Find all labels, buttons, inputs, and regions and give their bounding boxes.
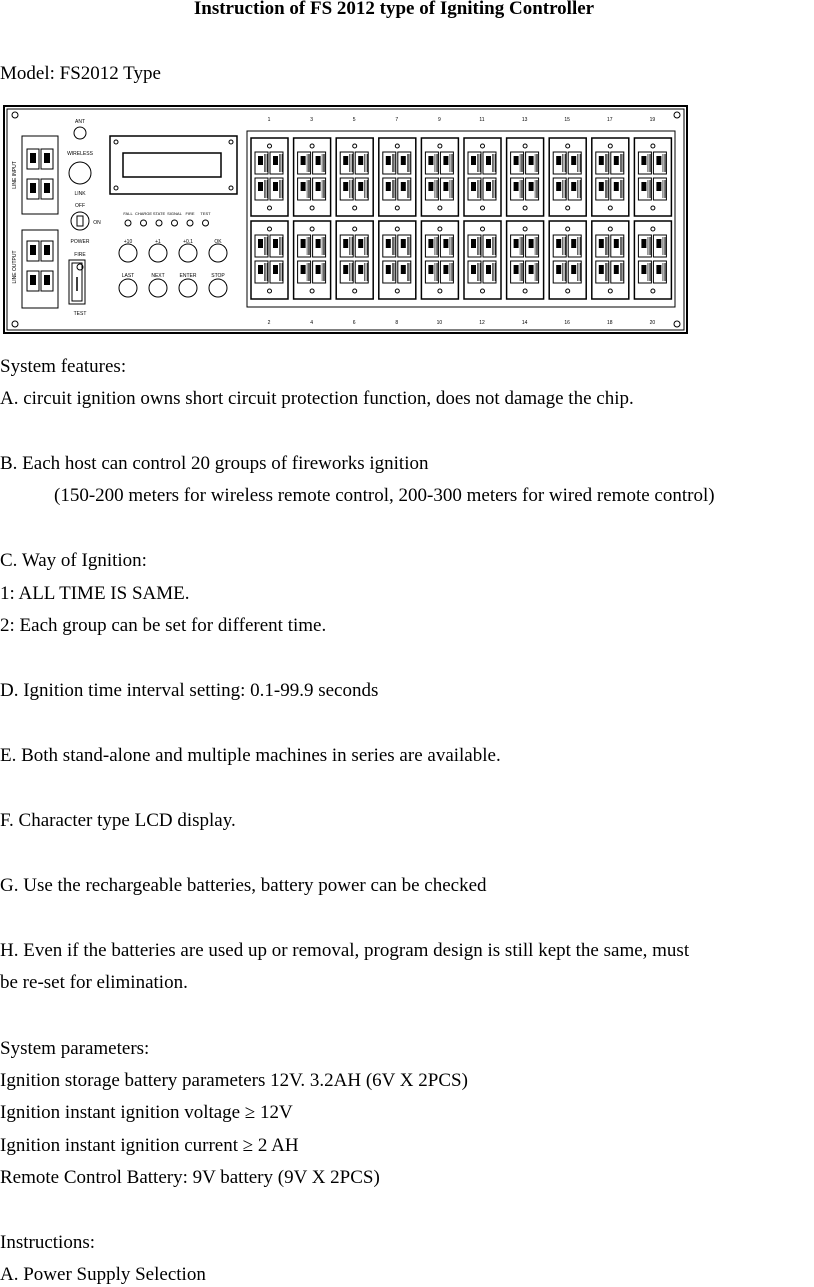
parameter-voltage: Ignition instant ignition voltage ≥ 12V xyxy=(0,1102,293,1123)
feature-b-detail: (150-200 meters for wireless remote control, 200-300 meters for wired remote control) xyxy=(54,485,715,506)
channel-number-label: 18 xyxy=(607,320,613,326)
feature-c: C. Way of Ignition: xyxy=(0,550,147,571)
on-label: ON xyxy=(93,220,101,226)
feature-h: H. Even if the batteries are used up or removal, program design is still kept the same, must xyxy=(0,940,690,961)
channel-number-label: 14 xyxy=(521,320,528,326)
keypad-key-label: +1 xyxy=(155,239,161,245)
feature-a: A. circuit ignition owns short circuit protection function, does not damage the chip. xyxy=(0,388,634,409)
channel-number-label: 5 xyxy=(352,117,356,123)
instructions-heading: Instructions: xyxy=(0,1232,95,1253)
keypad-key-label: STOP xyxy=(211,273,225,279)
instruction-a: A. Power Supply Selection xyxy=(0,1264,206,1285)
keypad-key-label: NEXT xyxy=(151,273,165,279)
feature-b: B. Each host can control 20 groups of fireworks ignition xyxy=(0,453,429,474)
channel-number-label: 3 xyxy=(310,117,313,123)
feature-c2: 2: Each group can be set for different time. xyxy=(0,615,327,636)
channel-number-label: 2 xyxy=(267,320,271,326)
keypad-key-label: +0.1 xyxy=(183,239,193,245)
off-label: OFF xyxy=(75,203,85,209)
channel-number-label: 6 xyxy=(352,320,356,326)
channel-number-label: 1 xyxy=(267,117,271,123)
line-output-label: LINE OUTPUT xyxy=(12,250,18,284)
wireless-label: WIRELESS xyxy=(67,151,93,157)
indicator-label: STATE xyxy=(152,211,166,216)
channel-number-label: 10 xyxy=(436,320,443,326)
channel-number-label: 20 xyxy=(649,320,656,326)
channel-number-label: 15 xyxy=(564,117,570,123)
channel-number-label: 16 xyxy=(564,320,570,326)
indicator-label: FALL xyxy=(123,211,133,216)
channel-number-label: 8 xyxy=(395,320,399,326)
channel-number-label: 4 xyxy=(310,320,313,326)
link-label: LINK xyxy=(74,191,86,197)
feature-g: G. Use the rechargeable batteries, battery power can be checked xyxy=(0,875,487,896)
keypad-key-label: ENTER xyxy=(179,273,197,279)
indicator-label: TEST xyxy=(200,211,211,216)
indicator-label: FIRE xyxy=(185,211,195,216)
channel-number-label: 9 xyxy=(438,117,441,123)
feature-c1: 1: ALL TIME IS SAME. xyxy=(0,583,190,604)
feature-f: F. Character type LCD display. xyxy=(0,810,236,831)
feature-h-cont: be re-set for elimination. xyxy=(0,972,188,993)
indicator-label: CHARGE xyxy=(134,211,153,216)
line-input-label: LINE INPUT xyxy=(12,161,18,189)
parameter-battery: Ignition storage battery parameters 12V. 3.2AH (6V X 2PCS) xyxy=(0,1070,468,1091)
test-label: TEST xyxy=(73,311,87,317)
channel-number-label: 11 xyxy=(479,117,485,123)
channel-number-label: 7 xyxy=(395,117,399,123)
document-title: Instruction of FS 2012 type of Igniting Controller xyxy=(193,0,595,19)
feature-d: D. Ignition time interval setting: 0.1-99.9 seconds xyxy=(0,680,379,701)
parameters-heading: System parameters: xyxy=(0,1038,150,1059)
channel-number-label: 12 xyxy=(479,320,485,326)
controller-panel-diagram xyxy=(3,105,689,335)
model-line: Model: FS2012 Type xyxy=(0,63,161,84)
features-heading: System features: xyxy=(0,356,127,377)
channel-number-label: 19 xyxy=(649,117,656,123)
indicator-label: SIGNAL xyxy=(167,211,182,216)
channel-number-label: 13 xyxy=(521,117,528,123)
keypad-key-label: LAST xyxy=(121,273,135,279)
fire-label: FIRE xyxy=(74,252,86,258)
parameter-remote: Remote Control Battery: 9V battery (9V X 2PCS) xyxy=(0,1167,380,1188)
keypad-key-label: +10 xyxy=(123,239,133,245)
keypad-key-label: OK xyxy=(214,239,222,245)
power-label: POWER xyxy=(70,239,90,245)
channel-number-label: 17 xyxy=(607,117,613,123)
ant-label: ANT xyxy=(75,119,85,125)
feature-e: E. Both stand-alone and multiple machines in series are available. xyxy=(0,745,501,766)
parameter-current: Ignition instant ignition current ≥ 2 AH xyxy=(0,1135,299,1156)
